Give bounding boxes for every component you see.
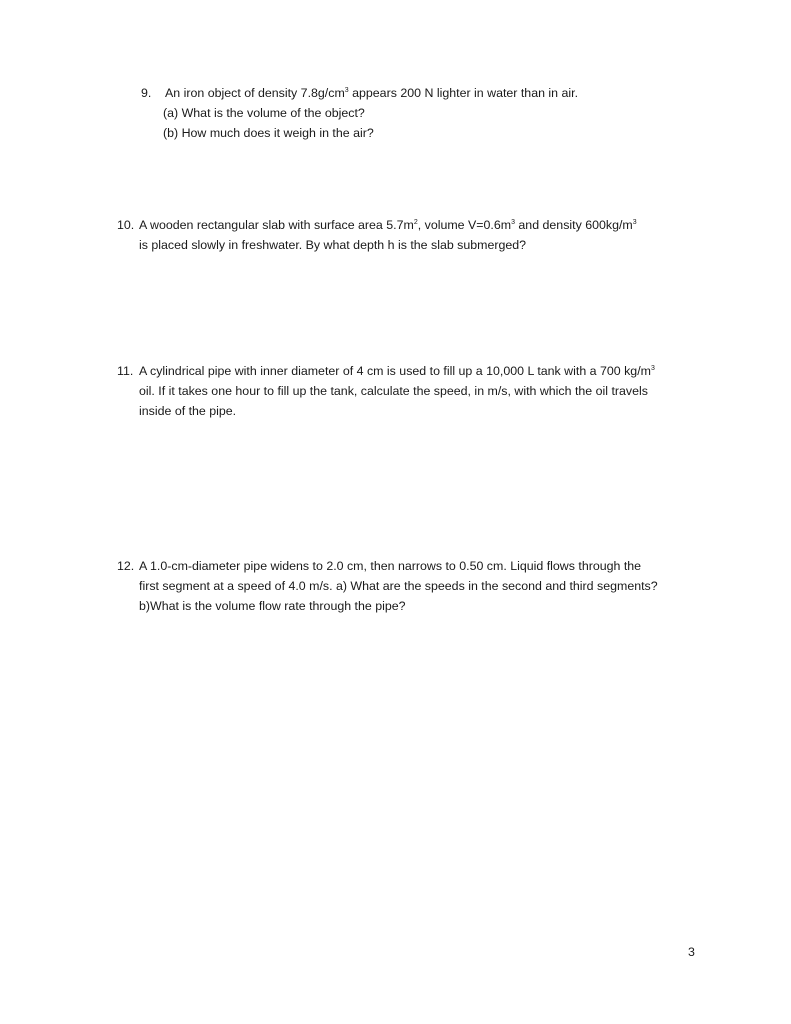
question-9-line-1 [117, 83, 707, 103]
question-12-line-2: first segment at a speed of 4.0 m/s. a) What are the speeds in the second and third segments? [139, 579, 658, 593]
question-12 [117, 556, 707, 616]
question-9-part-b: (b) How much does it weigh in the air? [163, 126, 374, 140]
question-11-line-2: oil. If it takes one hour to fill up the tank, calculate the speed, in m/s, with which the oil travels [139, 384, 648, 398]
question-text: and density 600kg/m [514, 218, 633, 232]
superscript: 3 [650, 365, 655, 372]
question-text: A 1.0-cm-diameter pipe widens to 2.0 cm, then narrows to 0.50 cm. Liquid flows through the [139, 559, 642, 573]
question-12-line-3: b)What is the volume flow rate through the pipe? [139, 599, 406, 613]
question-9-part-a: (a) What is the volume of the object? [163, 106, 365, 120]
question-11 [117, 361, 707, 421]
superscript: 2 [413, 219, 418, 226]
superscript: 3 [344, 87, 349, 94]
question-text: appears 200 N lighter in water than in air. [348, 86, 579, 100]
superscript: 3 [632, 219, 637, 226]
superscript: 3 [511, 219, 515, 226]
question-text: A wooden rectangular slab with surface area 5.7m [139, 218, 414, 232]
question-10 [117, 215, 707, 255]
question-number: 11. [117, 364, 134, 378]
question-12-line-1 [117, 556, 707, 576]
question-9 [117, 83, 707, 143]
question-number: 9. [141, 86, 152, 100]
question-11-line-3: inside of the pipe. [139, 404, 237, 418]
question-text: , volume V=0.6m [417, 218, 512, 232]
question-10-line-1 [117, 215, 707, 235]
question-number: 10. [117, 218, 135, 232]
question-text: A cylindrical pipe with inner diameter of 4 cm is used to fill up a 10,000 L tank with a 700 kg/m [139, 364, 651, 378]
question-11-line-1 [117, 361, 707, 381]
question-text: An iron object of density 7.8g/cm [165, 86, 345, 100]
page-number: 3 [688, 945, 695, 959]
question-number: 12. [117, 559, 135, 573]
question-10-line-2: is placed slowly in freshwater. By what depth h is the slab submerged? [139, 238, 527, 252]
